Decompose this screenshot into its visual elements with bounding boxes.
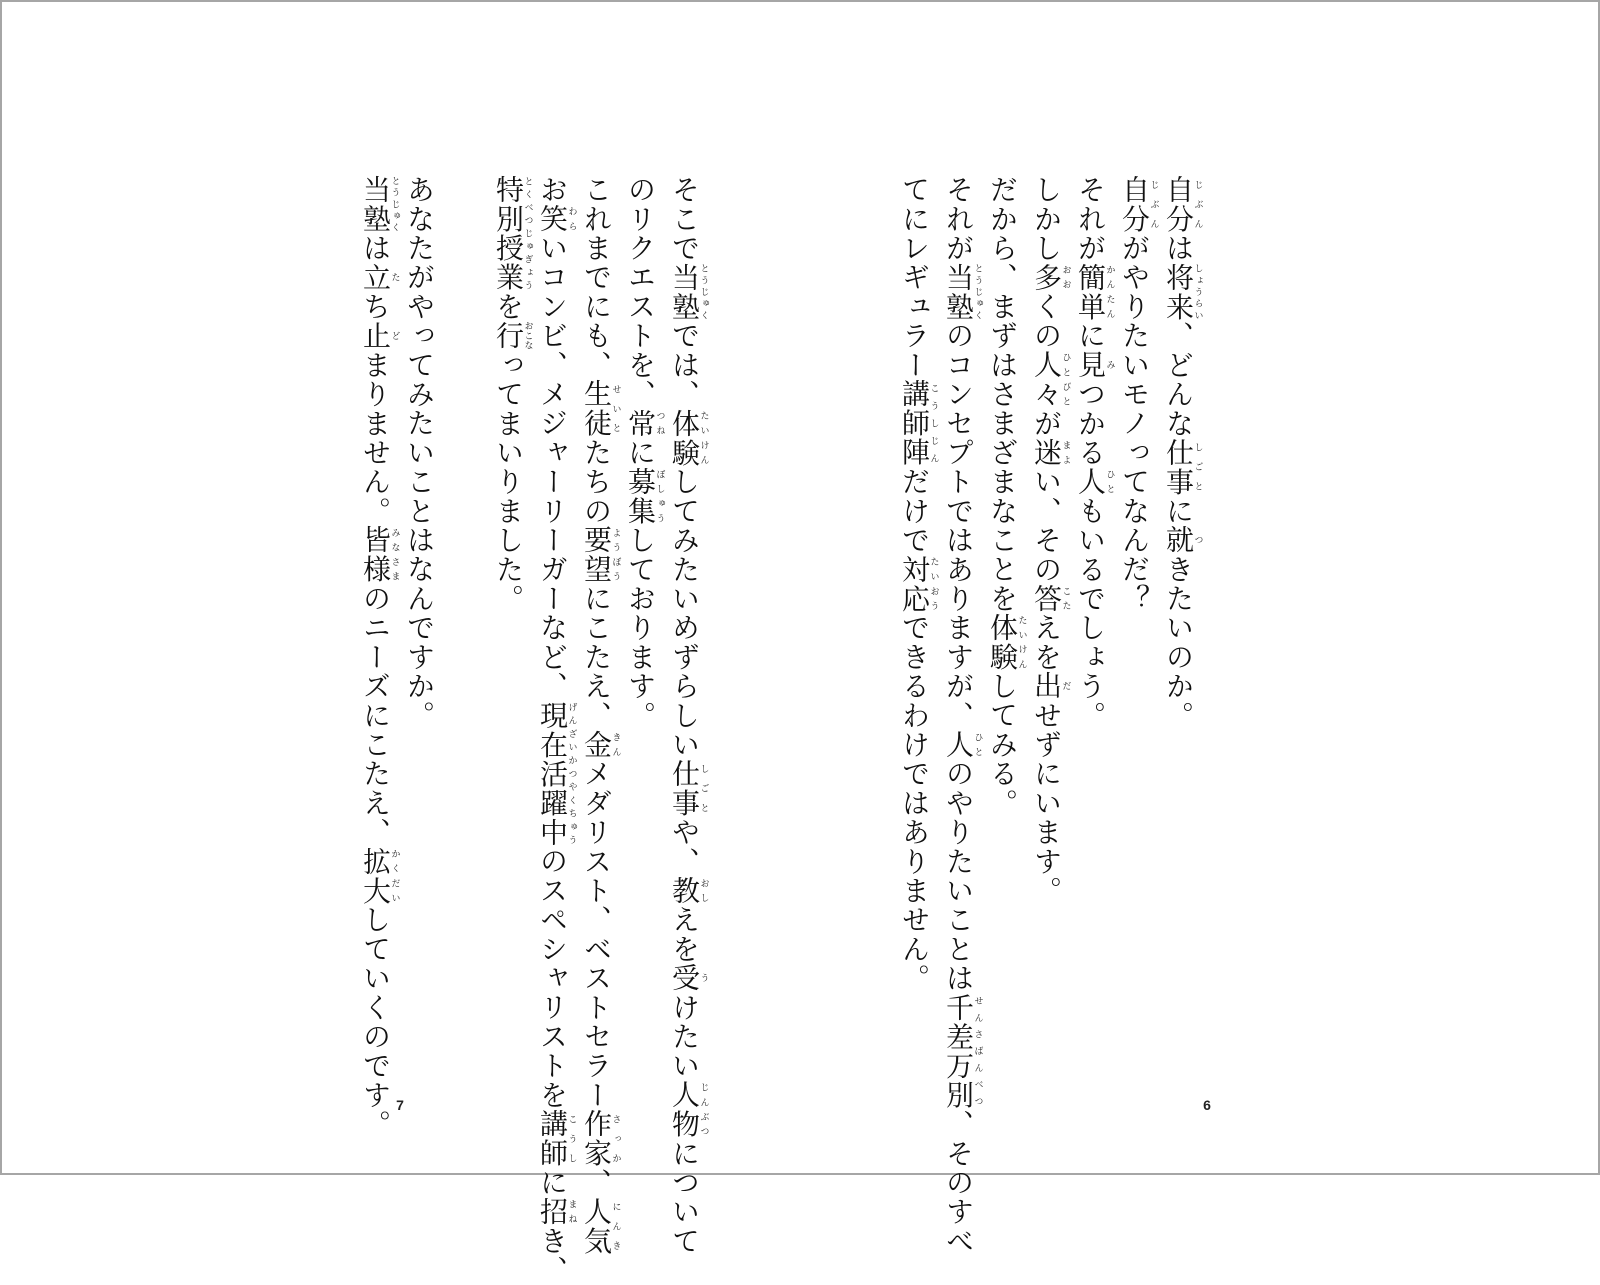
furigana: とうじゅく [389, 175, 400, 234]
ruby-word: 対応たいおう [898, 554, 939, 614]
furigana: じぶん [1192, 175, 1203, 234]
text-run: つかる [1074, 379, 1107, 468]
text-run: ってまいりました。 [492, 350, 525, 614]
text-run: てにレギュラー [898, 175, 931, 380]
furigana: う [698, 963, 709, 993]
ruby-word: 人々ひとびと [1030, 350, 1071, 409]
text-run: メダリスト、ベストセラー [580, 759, 613, 1110]
ruby-word: 人物じんぶつ [668, 1080, 709, 1139]
text-run: を [492, 291, 525, 322]
text-run: きたいのか。 [1162, 554, 1195, 730]
text-run: について [668, 1138, 701, 1256]
ruby-word: 拡大かくだい [359, 846, 400, 906]
text-run: は [1162, 233, 1195, 263]
furigana: まね [566, 1197, 577, 1227]
text-run: や、 [668, 817, 701, 876]
ruby-word: 生徒せいと [580, 379, 621, 438]
text-column [403, 175, 436, 730]
furigana: た [389, 262, 400, 292]
text-run: に [624, 437, 657, 468]
furigana: おお [1060, 262, 1071, 292]
text-column [900, 175, 939, 993]
ruby-word: 当塾とうじゅく [359, 175, 400, 234]
ruby-word: 迷まよ [1030, 437, 1071, 468]
ruby-word: 多おお [1030, 262, 1071, 292]
ruby-word: 笑わら [536, 204, 577, 234]
text-run: がやりたいモノってなんだ？ [1118, 233, 1151, 614]
furigana: とうじゅく [698, 262, 709, 321]
furigana: さっか [610, 1109, 621, 1168]
text-run: き、 [536, 1226, 569, 1285]
ruby-word: 講師陣こうしじん [898, 379, 939, 468]
left-page [2, 2, 802, 1285]
furigana: たいおう [928, 554, 939, 614]
furigana: じぶん [1148, 175, 1159, 234]
furigana: おし [698, 875, 709, 906]
text-column [1164, 175, 1203, 730]
furigana: ど [389, 321, 400, 351]
text-run: せずにいます。 [1030, 700, 1063, 906]
furigana: しごと [1192, 437, 1203, 497]
furigana: じんぶつ [698, 1080, 709, 1139]
ruby-word: 当塾とうじゅく [668, 262, 709, 322]
ruby-word: 見み [1074, 350, 1115, 380]
text-run: それが [942, 175, 975, 263]
ruby-word: 仕事しごと [668, 759, 709, 818]
furigana: とくべつじゅぎょう [522, 175, 533, 292]
text-column [1120, 175, 1159, 613]
furigana: せいと [610, 379, 621, 438]
text-run: してみたいめずらしい [668, 467, 701, 760]
text-run: が [1030, 408, 1063, 438]
text-run: それが [1074, 175, 1107, 263]
ruby-word: 自分じぶん [1162, 175, 1203, 234]
text-run: しかし [1030, 175, 1063, 263]
text-run: のリクエストを、 [624, 175, 657, 409]
furigana: ようぼう [610, 525, 621, 584]
ruby-word: 特別授業とくべつじゅぎょう [492, 175, 533, 292]
ruby-word: 体験たいけん [668, 408, 709, 468]
text-run: お [536, 175, 569, 205]
furigana: こうしじん [928, 379, 939, 467]
text-run: そこで [668, 175, 701, 263]
text-run: たちの [580, 437, 613, 526]
text-run: では、 [668, 321, 701, 409]
furigana: たいけん [1016, 613, 1027, 672]
furigana: げんざいかつやくちゅう [566, 700, 577, 847]
ruby-word: 招まね [536, 1197, 577, 1227]
ruby-word: 答こた [1030, 583, 1071, 614]
furigana: こた [1060, 583, 1071, 614]
furigana: だ [1060, 671, 1071, 701]
furigana: とうじゅく [972, 262, 983, 321]
text-run: えを [1030, 613, 1063, 672]
text-run: い、その [1030, 467, 1063, 584]
ruby-word: 出だ [1030, 671, 1071, 701]
ruby-word: 受う [668, 963, 709, 993]
ruby-word: 人ひと [942, 729, 983, 760]
text-run: えを [668, 905, 701, 964]
furigana: ひと [1104, 467, 1115, 497]
ruby-word: 立た [359, 262, 400, 292]
furigana: にんき [610, 1197, 621, 1256]
text-run: のコンセプトではありますが、 [942, 321, 975, 730]
right-page [802, 2, 1600, 1256]
text-run: のニーズにこたえ、 [359, 583, 392, 847]
furigana: かんたん [1104, 262, 1115, 322]
text-run: ち [359, 291, 392, 322]
ruby-word: 止ど [359, 321, 400, 351]
furigana: こうし [566, 1109, 577, 1168]
ruby-word: 人気にんき [580, 1197, 621, 1256]
ruby-word: 自分じぶん [1118, 175, 1159, 234]
text-run: していくのです。 [359, 905, 392, 1139]
ruby-word: 募集ぼしゅう [624, 467, 665, 526]
text-run: だから、まずはさまざまなことを [986, 175, 1019, 613]
ruby-word: 将来しょうらい [1162, 262, 1203, 322]
text-run: 、 [580, 1167, 613, 1198]
text-run: けたい [668, 992, 701, 1081]
text-column [1076, 175, 1115, 730]
text-run: いコンビ、メジャーリーガーなど、 [536, 233, 569, 701]
furigana: みなさま [389, 525, 400, 584]
text-column [944, 175, 983, 1255]
text-run: 、そのすべ [942, 1109, 975, 1256]
furigana: わら [566, 204, 577, 234]
text-run: に [536, 1167, 569, 1198]
ruby-word: 常つね [624, 408, 665, 438]
ruby-word: 作家さっか [580, 1109, 621, 1168]
text-run: あなたがやってみたいことはなんですか。 [403, 175, 436, 730]
text-run: くの [1030, 291, 1063, 351]
ruby-word: 皆様みなさま [359, 525, 400, 584]
ruby-word: 人ひと [1074, 467, 1115, 497]
ruby-word: 体験たいけん [986, 613, 1027, 672]
furigana: ひと [972, 729, 983, 760]
ruby-word: 仕事しごと [1162, 437, 1203, 497]
furigana: しごと [698, 759, 709, 818]
furigana: きん [610, 729, 621, 760]
text-column [988, 175, 1027, 817]
furigana: つ [1192, 525, 1203, 555]
text-run: のスペシャリストを [536, 846, 569, 1110]
ruby-word: 千差万別せんさばんべつ [942, 992, 983, 1110]
text-run: に [1074, 321, 1107, 351]
furigana: まよ [1060, 437, 1071, 468]
text-column [361, 175, 400, 1139]
furigana: おこな [522, 321, 533, 351]
text-run: これまでにも、 [580, 175, 613, 380]
page-number: 6 [1203, 1097, 1211, 1113]
furigana: ひとびと [1060, 350, 1071, 409]
text-column [1032, 175, 1071, 905]
text-run: もいるでしょう。 [1074, 496, 1107, 730]
furigana: み [1104, 350, 1115, 380]
text-column [494, 175, 533, 613]
ruby-word: 当塾とうじゅく [942, 262, 983, 322]
text-column [626, 175, 665, 730]
text-run: は [359, 233, 392, 263]
text-column [538, 175, 577, 1285]
ruby-word: 就つ [1162, 525, 1203, 555]
furigana: しょうらい [1192, 262, 1203, 321]
text-run: してみる。 [986, 671, 1019, 818]
ruby-word: 講師こうし [536, 1109, 577, 1168]
text-run: のやりたいことは [942, 759, 975, 993]
text-run: まりません。 [359, 350, 392, 526]
text-column [670, 175, 709, 1255]
furigana: かくだい [389, 846, 400, 906]
ruby-word: 教おし [668, 875, 709, 906]
text-run: にこたえ、 [580, 583, 613, 730]
furigana: たいけん [698, 408, 709, 468]
ruby-word: 金きん [580, 729, 621, 760]
ruby-word: 行おこな [492, 321, 533, 351]
text-column [582, 175, 621, 1255]
ruby-word: 簡単かんたん [1074, 262, 1115, 322]
text-run: しております。 [624, 525, 657, 730]
ruby-word: 要望ようぼう [580, 525, 621, 584]
page-number: 7 [396, 1097, 404, 1113]
furigana: つね [654, 408, 665, 438]
text-run: だけで [898, 467, 931, 555]
ruby-word: 現在活躍中げんざいかつやくちゅう [536, 700, 577, 847]
furigana: ぼしゅう [654, 467, 665, 526]
furigana: せんさばんべつ [972, 992, 983, 1110]
text-run: 、どんな [1162, 321, 1195, 438]
text-run: できるわけではありません。 [898, 613, 931, 993]
text-run: に [1162, 496, 1195, 526]
